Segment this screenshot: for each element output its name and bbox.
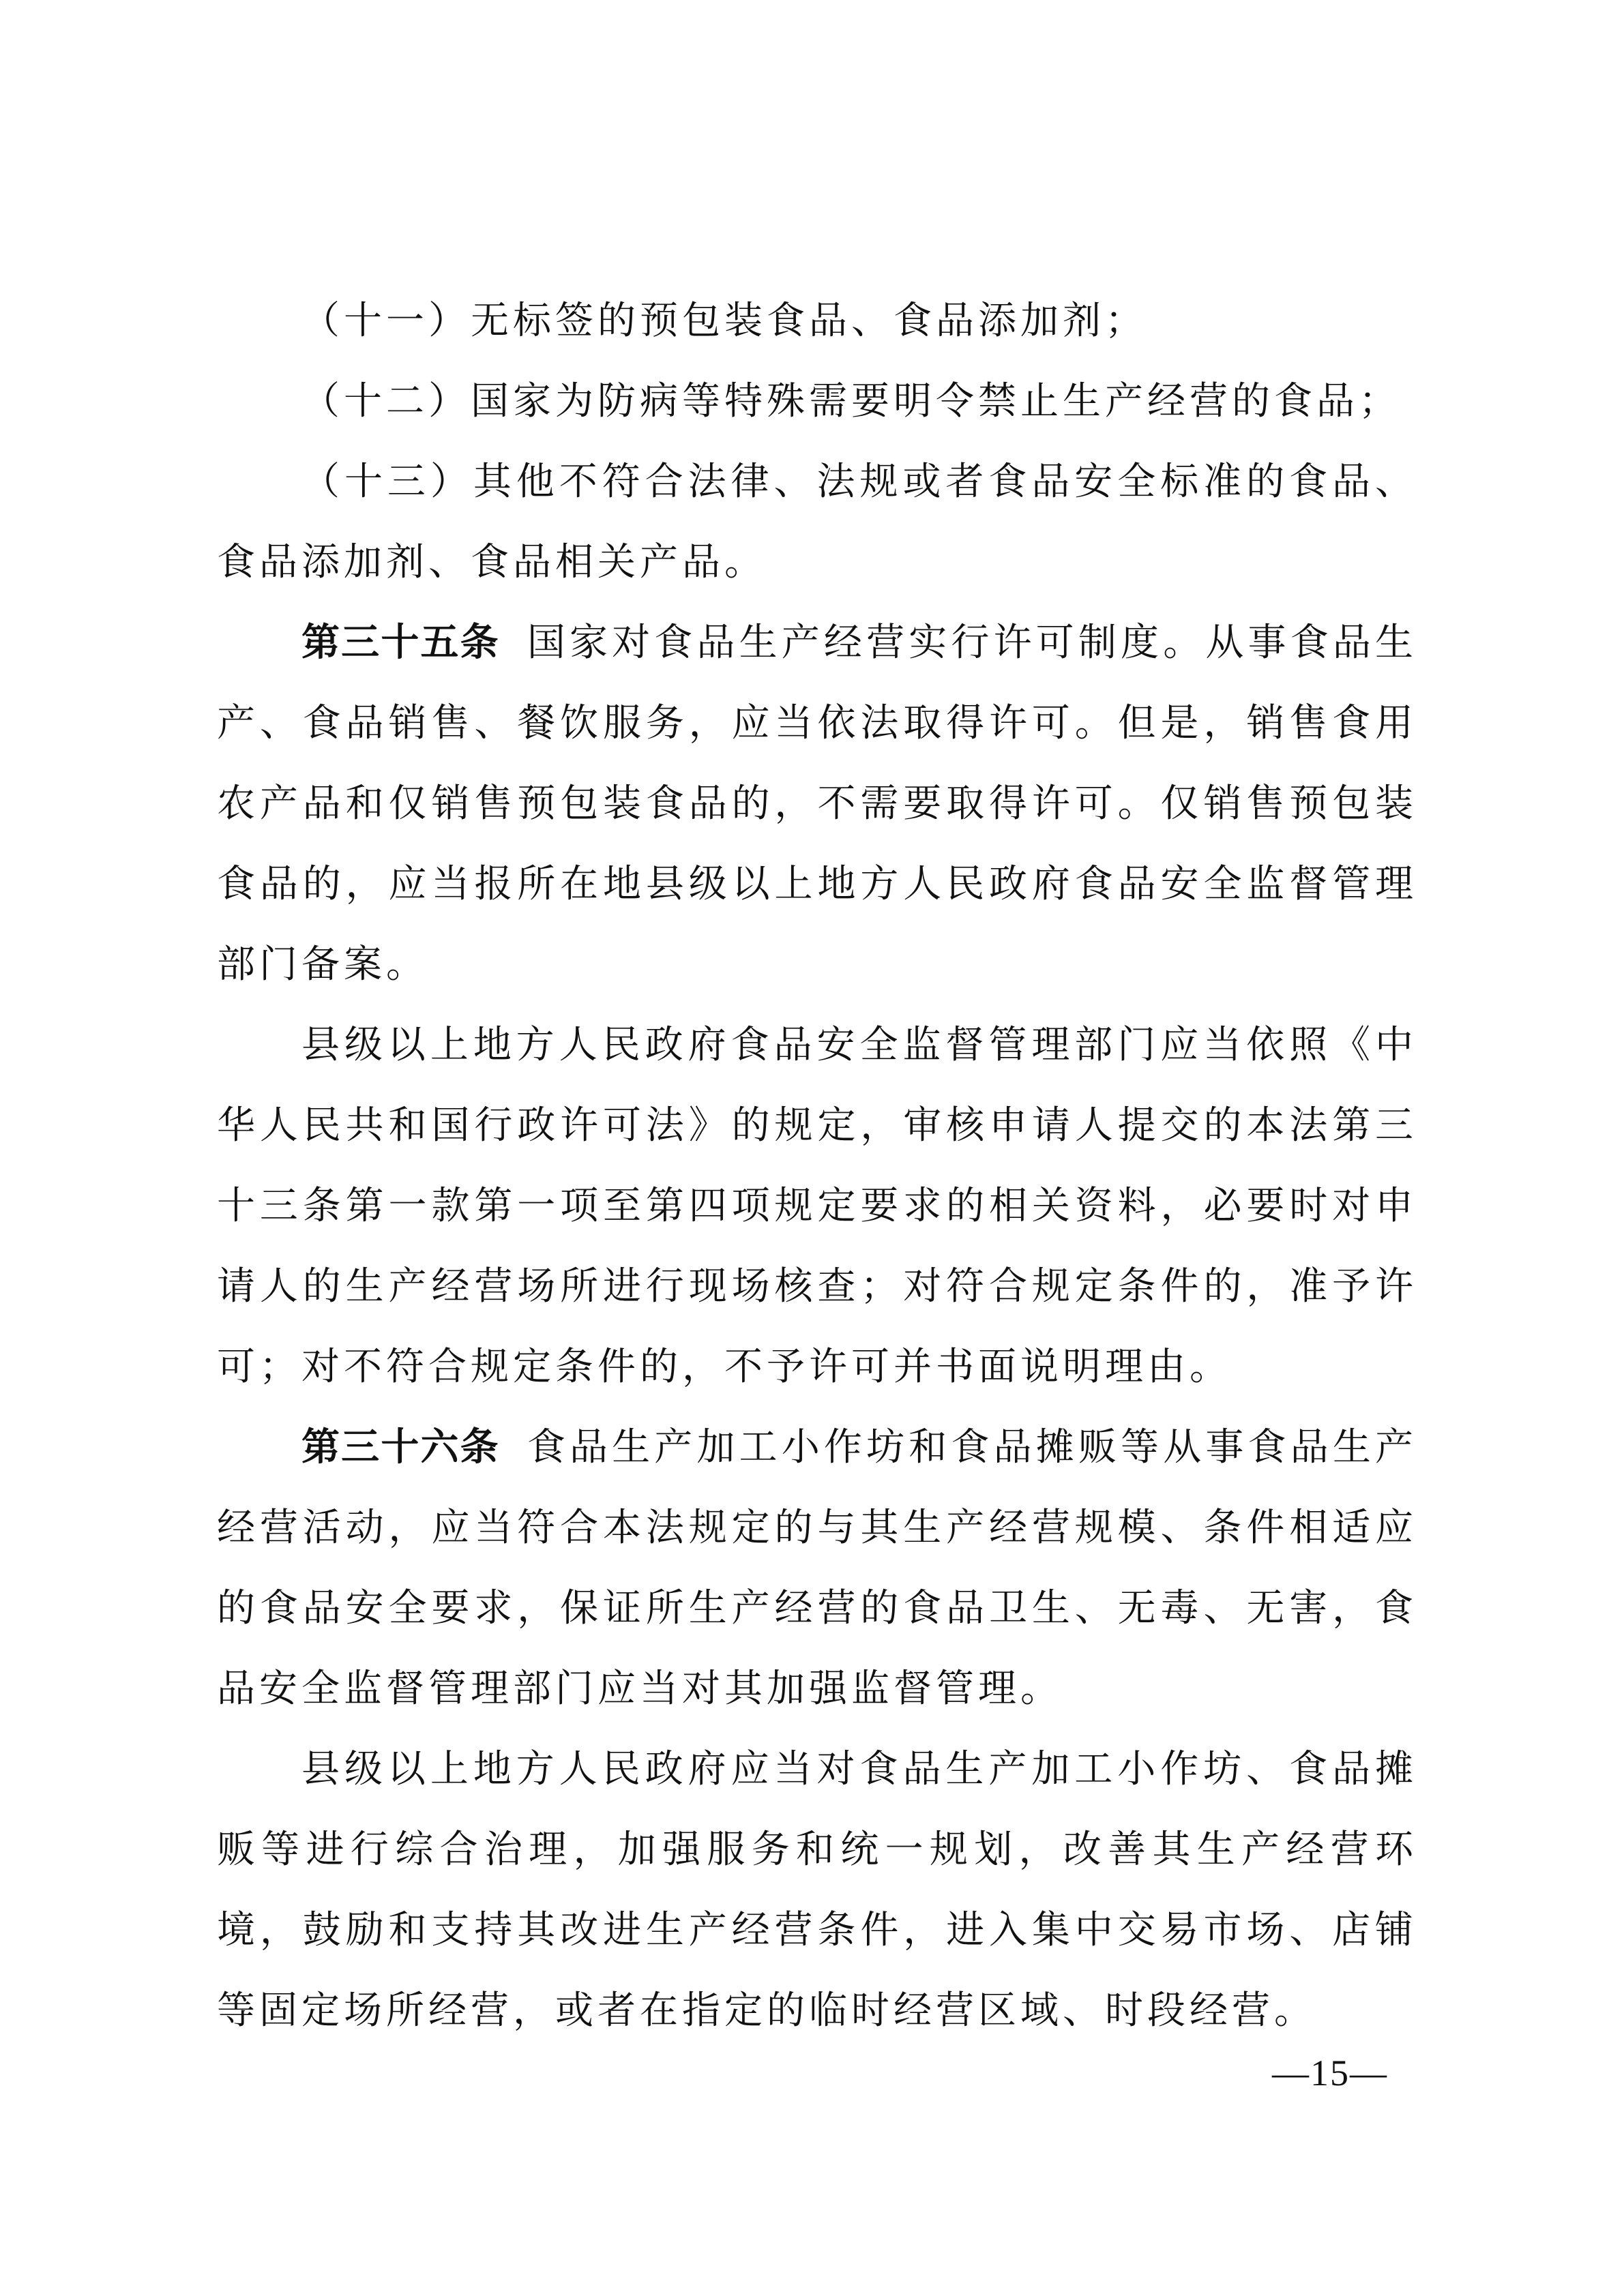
article-36 bbox=[217, 1407, 1417, 1729]
body-text bbox=[217, 281, 1417, 2051]
paragraph-text: （十一）无标签的预包装食品、食品添加剂； bbox=[301, 299, 1147, 343]
paragraph-item-11 bbox=[217, 281, 1417, 361]
paragraph-item-13 bbox=[217, 442, 1417, 603]
article-35-paragraph-2 bbox=[217, 1005, 1417, 1407]
paragraph-item-12 bbox=[217, 361, 1417, 442]
page-number: —15— bbox=[1272, 2053, 1388, 2093]
paragraph-text: 县级以上地方人民政府应当对食品生产加工小作坊、食品摊贩等进行综合治理，加强服务和统一规划，改善其生产经营环境，鼓励和支持其改进生产经营条件，进入集中交易市场、店铺等固定场所经营，或者在指定的临时经营区域、时段经营。 bbox=[217, 1747, 1417, 2033]
article-35 bbox=[217, 603, 1417, 1005]
paragraph-text: （十二）国家为防病等特殊需要明令禁止生产经营的食品； bbox=[301, 379, 1401, 423]
article-36-paragraph-2 bbox=[217, 1729, 1417, 2051]
paragraph-text: 县级以上地方人民政府食品安全监督管理部门应当依照《中华人民共和国行政许可法》的规定，审核申请人提交的本法第三十三条第一款第一项至第四项规定要求的相关资料，必要时对申请人的生产经营场所进行现场核查；对符合规定条件的，准予许可；对不符合规定条件的，不予许可并书面说明理由。 bbox=[217, 1023, 1417, 1389]
paragraph-text: （十三）其他不符合法律、法规或者食品安全标准的食品、食品添加剂、食品相关产品。 bbox=[217, 460, 1417, 584]
article-heading: 第三十六条 bbox=[301, 1425, 500, 1470]
paragraph-text: 国家对食品生产经营实行许可制度。从事食品生产、食品销售、餐饮服务，应当依法取得许可。但是，销售食用农产品和仅销售预包装食品的，不需要取得许可。仅销售预包装食品的，应当报所在地县级以上地方人民政府食品安全监督管理部门备案。 bbox=[217, 621, 1418, 987]
article-heading: 第三十五条 bbox=[301, 621, 500, 665]
paragraph-text: 食品生产加工小作坊和食品摊贩等从事食品生产经营活动，应当符合本法规定的与其生产经营规模、条件相适应的食品安全要求，保证所生产经营的食品卫生、无毒、无害，食品安全监督管理部门应当对其加强监督管理。 bbox=[217, 1425, 1418, 1711]
